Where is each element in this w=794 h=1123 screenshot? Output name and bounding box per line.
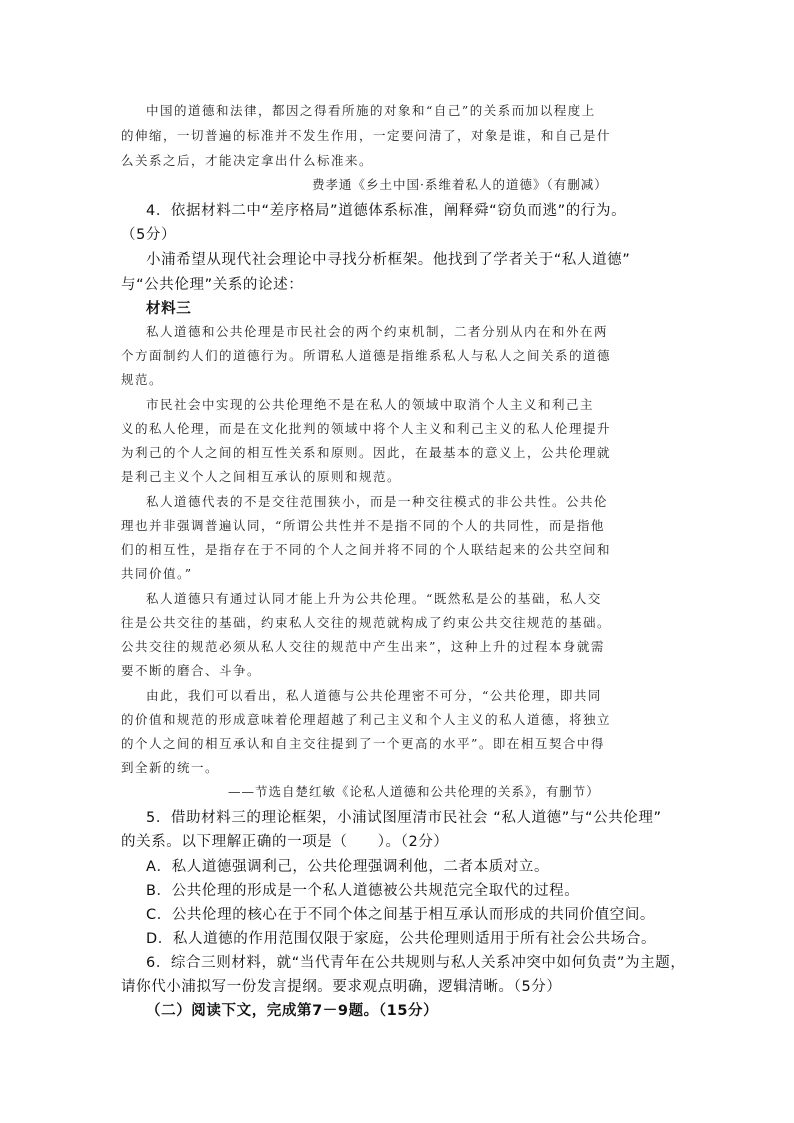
material3-line: 理也并非强调普遍认同，“所谓公共性并不是指不同的个人的共同性，而是指他	[121, 518, 605, 533]
question-5-option-d: D．私人道德的作用范围仅限于家庭，公共伦理则适用于所有社会公共场合。	[146, 931, 657, 947]
question-4-line-1: 4．依据材料二中“差序格局”道德体系标准，阐释舜“窃负而逃”的行为。	[146, 203, 627, 219]
excerpt1-line-2: 的伸缩，一切普遍的标准并不发生作用，一定要问清了，对象是谁，和自己是什	[121, 128, 612, 143]
excerpt1-line-1: 中国的道德和法律，都因之得看所施的对象和“自己”的关系而加以程度上	[146, 103, 596, 118]
material3-line: 要不断的磨合、斗争。	[121, 663, 262, 678]
material3-heading: 材料三	[146, 301, 192, 317]
material3-line: 市民社会中实现的公共伦理绝不是在私人的领域中取消个人主义和利己主	[146, 397, 595, 412]
material3-line: 个方面制约人们的道德行为。所谓私人道德是指维系私人与私人之间关系的道德	[121, 348, 612, 363]
question-6-line-2: 请你代小浦拟写一份发言提纲。要求观点明确，逻辑清晰。（5分）	[121, 979, 562, 995]
material3-line: 义的私人伦理，而是在文化批判的领域中将个人主义和利己主义的私人伦理提升	[121, 421, 612, 436]
material3-line: 到全新的统一。	[121, 760, 220, 775]
material3-source: ——节选自楚红敏《论私人道德和公共伦理的关系》，有删节）	[228, 784, 600, 799]
material3-line: 们的相互性，是指存在于不同的个人之间并将不同的个人联结起来的公共空间和	[121, 542, 612, 557]
material3-line: 是利己主义个人之间相互承认的原则和规范。	[121, 469, 402, 484]
material3-line: 公共交往的规范必须从私人交往的规范中产生出来”，这种上升的过程本身就需	[121, 639, 605, 654]
material3-line: 的价值和规范的形成意味着伦理超越了利己主义和个人主义的私人道德，将独立	[121, 712, 612, 727]
material3-line: 私人道德代表的不是交往范围狭小，而是一种交往模式的非公共性。公共伦	[146, 494, 609, 509]
question-5-option-b: B．公共伦理的形成是一个私人道德被公共规范完全取代的过程。	[146, 883, 580, 899]
excerpt1-source: 费孝通《乡土中国·系维着私人的道德》（有删减）	[312, 177, 608, 192]
material3-line: 的个人之间的相互承认和自主交往提到了一个更高的水平”。即在相互契合中得	[121, 736, 605, 751]
question-5-option-a: A．私人道德强调利己，公共伦理强调利他，二者本质对立。	[146, 859, 550, 875]
material3-line: 为利己的个人之间的相互性关系和原则。因此，在最基本的意义上，公共伦理就	[121, 445, 612, 460]
material3-line: 由此，我们可以看出，私人道德与公共伦理密不可分，“公共伦理，即共同	[146, 688, 602, 703]
question-5-option-c: C．公共伦理的核心在于不同个体之间基于相互承认而形成的共同价值空间。	[146, 907, 656, 923]
excerpt1-line-3: 么关系之后，才能决定拿出什么标准来。	[121, 153, 374, 168]
material3-line: 规范。	[121, 372, 164, 387]
intro-line-2: 与“公共伦理”关系的论述：	[121, 277, 304, 293]
section-2-heading: （二）阅读下文，完成第7－9题。（15分）	[146, 1003, 439, 1019]
material3-line: 私人道德和公共伦理是市民社会的两个约束机制，二者分别从内在和外在两	[146, 324, 609, 339]
question-4-line-2: （5分）	[121, 227, 177, 243]
question-5-line-2: 的关系。以下理解正确的一项是（ ）。（2分）	[121, 834, 449, 850]
intro-line-1: 小浦希望从现代社会理论中寻找分析框架。他找到了学者关于“私人道德”	[146, 252, 631, 268]
question-5-line-1: 5．借助材料三的理论框架，小浦试图厘清市民社会 “私人道德”与“公共伦理”	[146, 810, 662, 826]
material3-line: 私人道德只有通过认同才能上升为公共伦理。“既然私是公的基础，私人交	[146, 591, 602, 606]
material3-line: 共同价值。”	[121, 566, 193, 581]
question-6-line-1: 6．综合三则材料，就“当代青年在公共规则与私人关系冲突中如何负责”为主题，	[146, 955, 686, 971]
material3-line: 往是公共交往的基础，约束私人交往的规范就构成了约束公共交往规范的基础。	[121, 615, 612, 630]
